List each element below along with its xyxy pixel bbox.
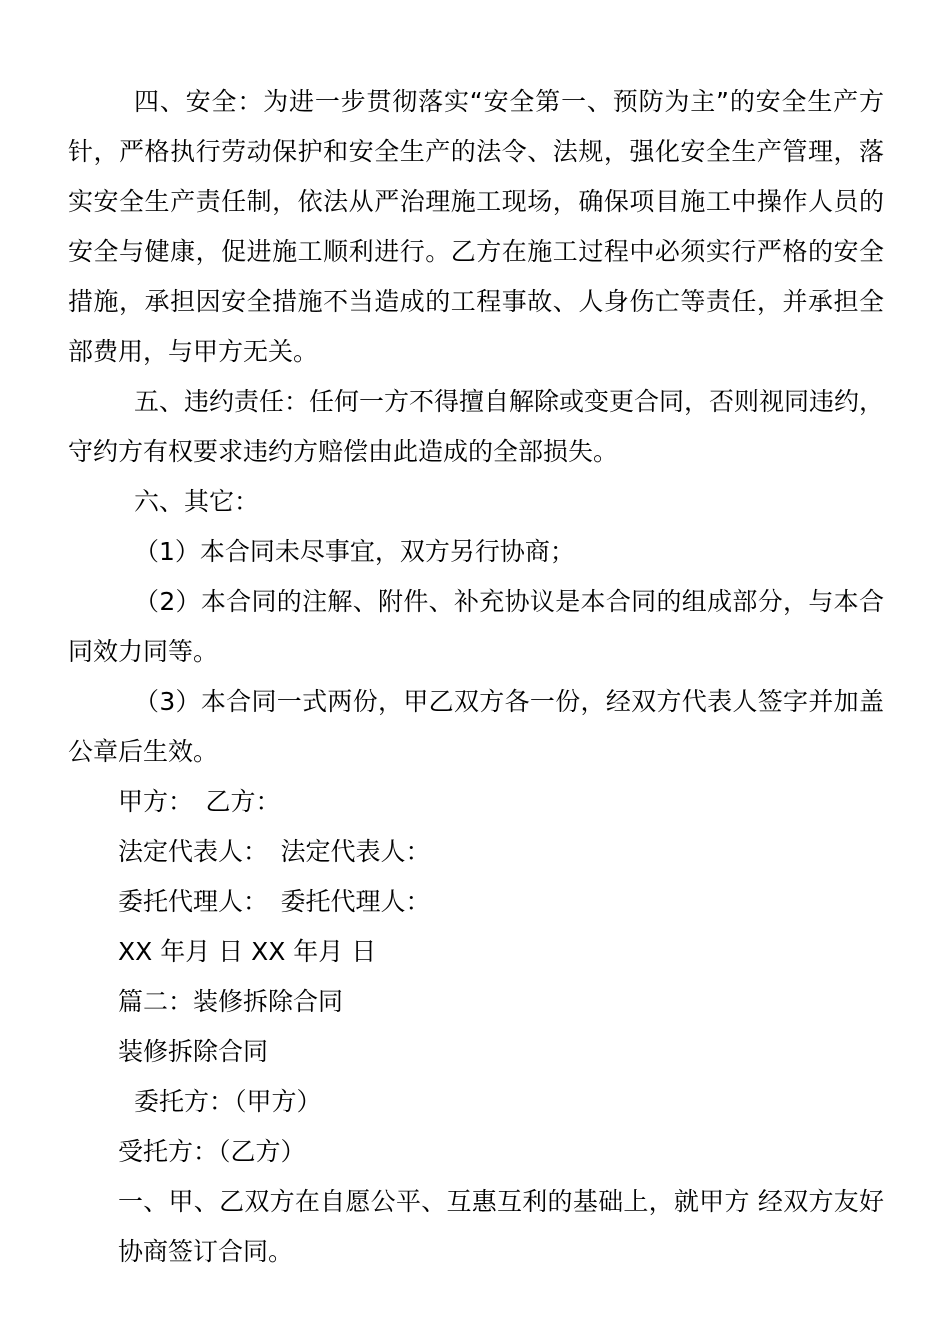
document-page <box>68 77 884 1277</box>
signature-legal-representative: 法定代表人： 法定代表人： <box>118 837 431 866</box>
signature-parties: 甲方： 乙方： <box>118 787 281 816</box>
contractor-party-line: 受托方：（乙方） <box>118 1137 306 1166</box>
client-party-line: 委托方：（甲方） <box>134 1087 322 1116</box>
clause-other-heading: 六、其它： <box>134 487 260 516</box>
clause-other-item-1: （1）本合同未尽事宜，双方另行协商； <box>134 537 575 566</box>
signature-date: XX 年月 日 XX 年月 日 <box>118 937 377 966</box>
clause-one-text: 一、甲、乙双方在自愿公平、互惠互利的基础上，就甲方 经双方友好协商签订合同。 <box>118 1187 884 1266</box>
section-title: 篇二：装修拆除合同 <box>118 987 344 1016</box>
clause-one <box>68 1177 884 1277</box>
signature-agent: 委托代理人： 委托代理人： <box>118 887 431 916</box>
clause-other-item-3: （3）本合同一式两份，甲乙双方各一份，经双方代表人签字并加盖公章后生效。 <box>68 687 884 766</box>
clause-safety: 四、安全：为进一步贯彻落实“安全第一、预防为主”的安全生产方针，严格执行劳动保护和安全生产的法令、法规，强化安全生产管理，落实安全生产责任制，依法从严治理施工现场，确保项目施工中操作人员的安全与健康，促进施工顺利进行。乙方在施工过程中必须实行严格的安全措施，承担因安全措施不当造成的工程事故、人身伤亡等责任，并承担全部费用，与甲方无关。 <box>68 87 884 366</box>
clause-breach-liability: 五、违约责任：任何一方不得擅自解除或变更合同，否则视同违约，守约方有权要求违约方赔偿由此造成的全部损失。 <box>68 387 885 466</box>
clause-other-item-2: （2）本合同的注解、附件、补充协议是本合同的组成部分，与本合同效力同等。 <box>68 587 884 666</box>
contract-title: 装修拆除合同 <box>118 1037 269 1066</box>
